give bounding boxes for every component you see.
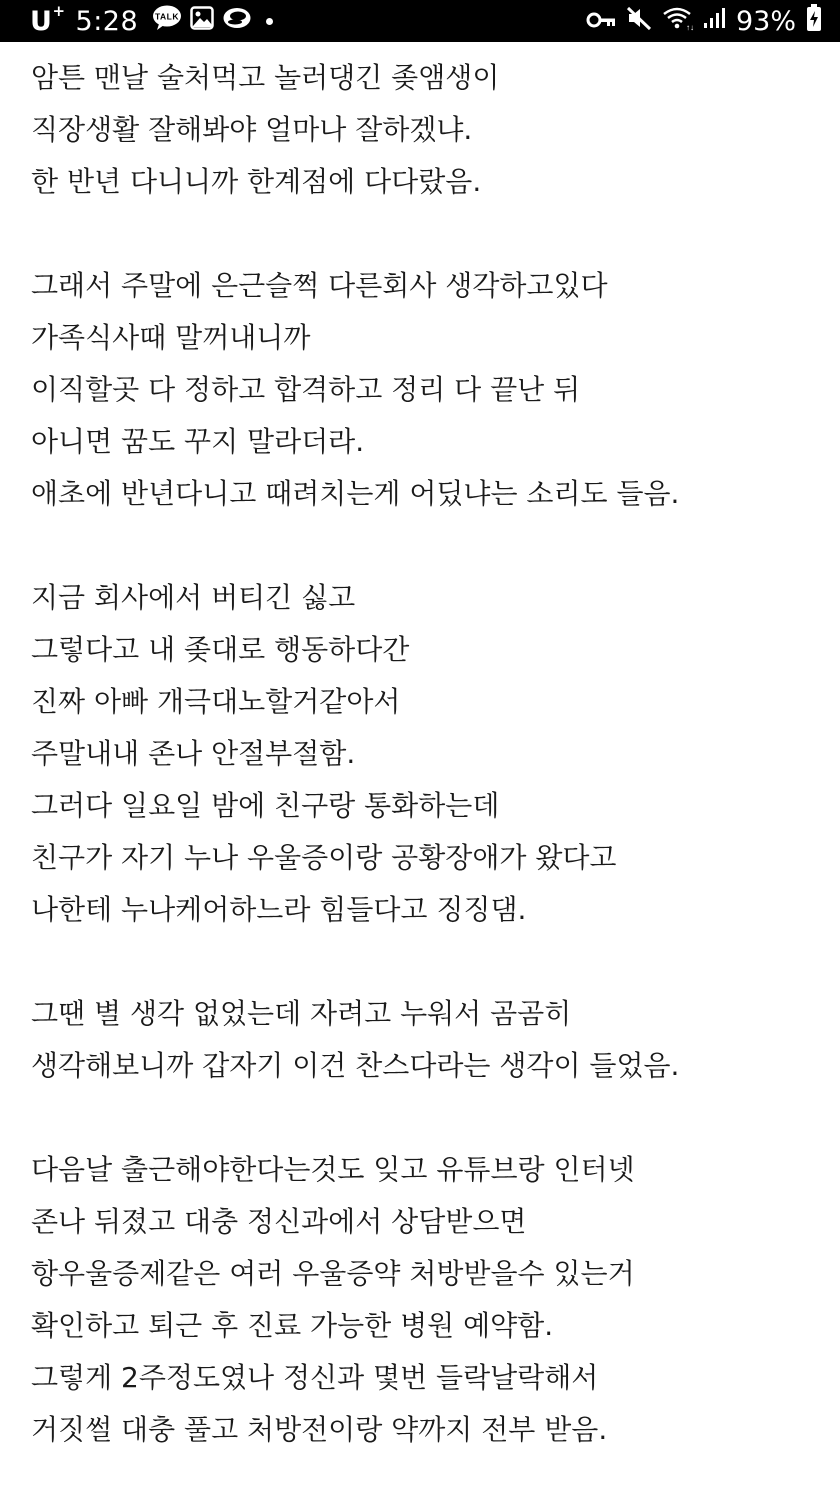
paragraph-gap <box>31 1092 821 1144</box>
text-line: 암튼 맨날 술처먹고 놀러댕긴 좆앰생이 <box>31 61 500 94</box>
text-line: 한 반년 다니니까 한계점에 다다랐음. <box>31 165 482 198</box>
text-line: 그렇다고 내 좆대로 행동하다간 <box>31 633 410 666</box>
text-line: 주말내내 존나 안절부절함. <box>31 737 356 770</box>
text-line: 친구가 자기 누나 우울증이랑 공황장애가 왔다고 <box>31 841 617 874</box>
paragraph-gap <box>31 936 821 988</box>
post-body <box>31 52 821 1456</box>
key-icon <box>586 6 616 37</box>
mute-icon <box>626 5 652 38</box>
signal-icon <box>702 6 726 37</box>
paragraph-gap <box>31 520 821 572</box>
battery-percent: 93% <box>735 5 796 37</box>
notification-icons <box>152 5 273 38</box>
notification-dot-icon <box>266 18 273 25</box>
paragraph <box>31 1144 821 1456</box>
svg-text:↑↓: ↑↓ <box>685 22 694 32</box>
paragraph <box>31 988 821 1092</box>
cloud-app-icon <box>222 6 252 37</box>
kakaotalk-icon <box>152 5 182 38</box>
text-line: 그렇게 2주정도였나 정신과 몇번 들락날락해서 <box>31 1361 599 1394</box>
text-line: 확인하고 퇴근 후 진료 가능한 병원 예약함. <box>31 1309 554 1342</box>
text-line: 항우울증제같은 여러 우울증약 처방받을수 있는거 <box>31 1257 635 1290</box>
status-right <box>586 4 822 39</box>
status-left <box>30 1 273 38</box>
text-line: 존나 뒤졌고 대충 정신과에서 상담받으면 <box>31 1205 527 1238</box>
svg-text:TALK: TALK <box>155 11 180 21</box>
paragraph <box>31 572 821 936</box>
text-line: 생각해보니까 갑자기 이건 찬스다라는 생각이 들었음. <box>31 1049 680 1082</box>
text-line: 가족식사때 말꺼내니까 <box>31 321 311 354</box>
carrier-label: U+ <box>30 1 66 37</box>
text-line: 그땐 별 생각 없었는데 자려고 누워서 곰곰히 <box>31 997 572 1030</box>
battery-charging-icon <box>806 4 822 39</box>
text-line: 다음날 출근해야한다는것도 잊고 유튜브랑 인터넷 <box>31 1153 635 1186</box>
text-line: 그래서 주말에 은근슬쩍 다른회사 생각하고있다 <box>31 269 608 302</box>
status-time: 5:28 <box>75 5 139 37</box>
text-line: 지금 회사에서 버티긴 싫고 <box>31 581 356 614</box>
text-line: 직장생활 잘해봐야 얼마나 잘하겠냐. <box>31 113 473 146</box>
gallery-icon <box>190 6 214 37</box>
text-line: 아니면 꿈도 꾸지 말라더라. <box>31 425 365 458</box>
paragraph <box>31 260 821 520</box>
text-line: 나한테 누나케어하느라 힘들다고 징징댐. <box>31 893 527 926</box>
paragraph <box>31 52 821 208</box>
text-line: 진짜 아빠 개극대노할거같아서 <box>31 685 401 718</box>
text-line: 그러다 일요일 밤에 친구랑 통화하는데 <box>31 789 500 822</box>
text-line: 애초에 반년다니고 때려치는게 어딨냐는 소리도 들음. <box>31 477 680 510</box>
text-line: 이직할곳 다 정하고 합격하고 정리 다 끝난 뒤 <box>31 373 581 406</box>
text-line: 거짓썰 대충 풀고 처방전이랑 약까지 전부 받음. <box>31 1413 608 1446</box>
paragraph-gap <box>31 208 821 260</box>
status-bar <box>0 0 840 42</box>
wifi-icon <box>662 5 692 38</box>
